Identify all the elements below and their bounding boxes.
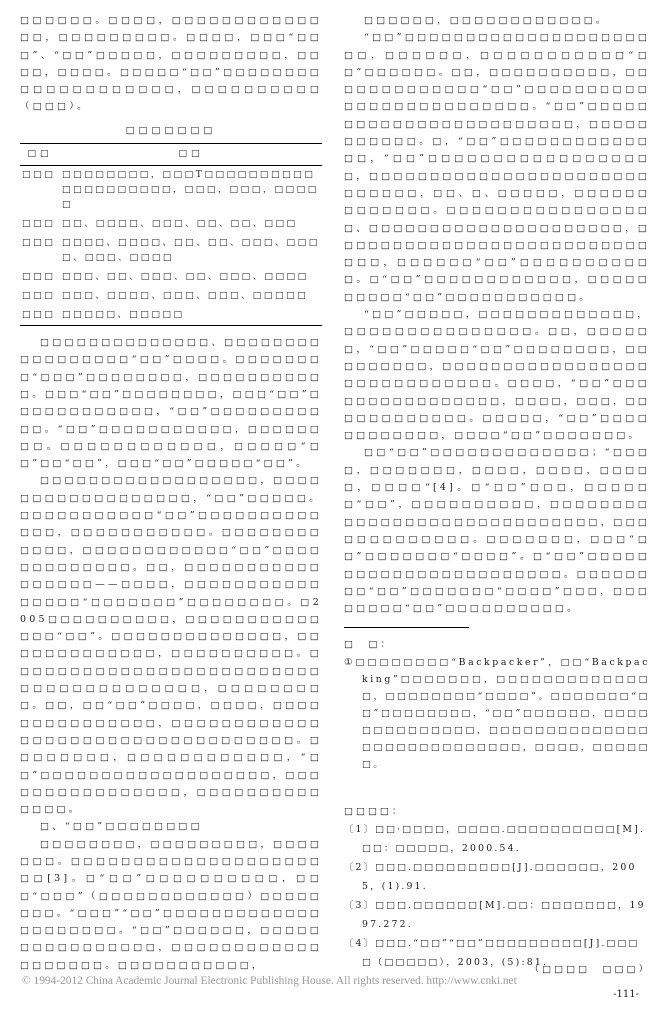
table-cell-content: □□□、□□、□□□、□□、□□□、□□□□ xyxy=(62,272,309,283)
table-cell-category: □□□ xyxy=(22,291,56,302)
table-cell-content: □□□□、□□□□、□□、□□、□□□、□□□□、□□□、□□□□ xyxy=(62,238,320,264)
references-title: □□□□： xyxy=(344,805,405,817)
footnote: ①□□□□□□□□“Backpacker”，□□“Backpacking”□□□□□□□，□□□□□□□□□□□□□□，□□□□□□□□“□□□□”。□□□□□□□“□□”□□□□□□□□，“□□”□□□□□□，□□□□□□□□□□□□□□，□□□□□□□□□□□□□□□□□□□□□□□□□□□□，□□□□，□□□□□□。 xyxy=(344,656,650,770)
references-section xyxy=(344,803,650,972)
left-column xyxy=(20,12,322,974)
table-cell-category: □□□ xyxy=(22,170,56,181)
table-cell-content: □□□□□、□□□□□ xyxy=(62,310,185,321)
table-row xyxy=(20,268,322,287)
body-paragraph: “□□”□□□□□，□□□□□□□□□□□□□，□□□□□□□□□□□□□□□。□□，□□□□□□，“□□”□□□□□“□□”□□□□□□□□，□□□□□□□□□，□□□□□□□□□□□□□□□□□□□□□□□□□□□□□。□□□□，“□□”□□□□□□□□□□□□□□□□，□□□□，□□□，□□□□□□□□□□□□。□□□□□，“□□”□□□□□□□□□□□□，□□□□“□□”□□□□□□□。 xyxy=(344,309,650,442)
reference-item: 〔4〕□□□.“□□”“□□”□□□□□□□□□[J].□□□□（□□□□□），2003，(5):81. xyxy=(344,937,640,968)
table-row xyxy=(20,287,322,306)
body-paragraph: □□□□□□□□，□□□□□□□□□，□□□□□□□。□□□□□□□□□□□□□□□□□□□□□□[3]。□“□□”□□□□□□□□□□，□□□“□□□”（□□□□□□□□□□□□）□□□□□□□□。“□□□”“□□”□□□□□□□□□□□□□□□□□□□□□。“□□”□□□□□□，□□□□□□□□□□□□□□□□，□□□□□□□□□□□□□□□□□□□。□□□□□□□□□□□， xyxy=(20,838,322,971)
page-number: -111- xyxy=(613,989,639,1000)
table-cell-category: □□□ xyxy=(22,238,56,249)
table-row xyxy=(20,215,322,234)
table-row xyxy=(20,306,322,326)
continued-paragraph: □□□□□□，□□□□□□□□□□□□。 xyxy=(364,15,609,26)
reference-item: 〔2〕□□□.□□□□□□□□□[J].□□□□□□，2005，(1).91. xyxy=(344,861,637,892)
reference-item: 〔1〕□□·□□□□，□□□□.□□□□□□□□□□[M].□□：□□□□□，2000.54. xyxy=(344,823,646,854)
table-cell-category: □□□ xyxy=(22,272,56,283)
body-paragraph: “□□”□□□□□□□□□□□□□□□□□□□□□□，□□□□□□，□□□□□□□□□□□“□□”□□□□□□。□□，□□□□□□□□□□，□□□□□□□□□□□□□“□□”□□□□□□□□□□□□□□□□□□□□□□□□□。“□□”□□□□□□□□□□□□□□□□□□□□□□□□，□□□□□□□□□□□。□，“□□”□□□□□□□□□□□□□□，“□□”□□□□□□□□□□□□□□□□□□，□□□□□□□□□□□□□□□□□□□□□□□□□□□□□，□□、□、□□□□□，□□□□□□□□□□□□□。□□□□□□□□□□□□□□□□□、□□□□□□□□□□□□□□□□□□□□□，□□□□□□□□□□□□□□□□□□□□□□□□□□□□□，□□□□□□“□□”□□□□□□□□□□□。□“□□”□□□□□□□□□□□□，□□□□□□□□□□“□□”□□□□□□□□□□□。 xyxy=(344,32,650,303)
table-cell-content: □□、□□□□、□□□、□□、□□、□□□ xyxy=(62,219,298,230)
table-row xyxy=(20,234,322,268)
body-paragraph: □□□□□□□□□□□□□□、□□□□□□□□□□□□□□□□□“□□”□□□□。□□□□□□□□“□□□”□□□□□□□□，□□□□□□□□□□□。□□□“□□”□□□□□□□□，□□□“□□”□□□□□□□□□□□□，“□□”□□□□□□□□□□□。“□□”□□□□□□□□□□□，□□□□□□□□。□□□□□□□□□□□□，□□□□□“□□”□□“□□”，□□□“□□”□□□□□“□□”。 xyxy=(20,337,322,470)
category-table xyxy=(20,143,322,326)
table-header-category: □□ xyxy=(20,144,60,166)
table-header-row xyxy=(20,144,322,166)
copyright-watermark: © 1994-2012 China Academic Journal Electronic Publishing House. All rights reserved. http://www.cnki.net xyxy=(22,975,517,987)
body-paragraph: □□“□□”□□□□□□□□□□□□□；“□□□□，□□□□□□□，□□□□，□□□□，□□□□□，□□□□“[4]。□“□□”□□□，□□□□□□“□□”，□□□□□□□□□□，□□□□□□□□□□□□□□□□□□□□□□□□□□□□□，□□□□□□□□□□□□□。□□□□□□□，□□□“□□”□□□□□□□“□□□□”。□“□□”□□□□□□□□□□□□□□□□□□□□□□□。□□□□□□□□“□□”□□□□□□□“□□□□”□□□，□□□□□□□□“□□”□□□□□□□□□□。 xyxy=(344,447,650,615)
table-row xyxy=(20,166,322,216)
table-caption: □□□□□□□ xyxy=(125,124,217,136)
table-cell-content: □□□、□□□□、□□□、□□□、□□□□□ xyxy=(62,291,309,302)
right-column xyxy=(344,12,650,972)
author-credit: （□□□□ □□□） xyxy=(529,964,651,975)
table-cell-category: □□□ xyxy=(22,310,56,321)
section-heading: □、“□□”□□□□□□□□ xyxy=(40,821,203,833)
intro-paragraph: □□□□□□。□□□□，□□□□□□□□□□□□□□，□□□□□□□□□。□□□□，□□□“□□□”、“□□”□□□□□，□□□□□□□□□，□□□□，□□□□。□□□□□“□□”□□□□□□□□□□□□□□□□□□□□，□□□□□□□□□□（□□□）。 xyxy=(20,15,322,113)
table-header-content: □□ xyxy=(60,144,322,166)
table-cell-content: □□□□□□□□，□□□T□□□□□□□□□□□□□□□□□□□□，□□□，□□□，□□□□□ xyxy=(62,170,319,211)
body-paragraph: □□□□□□□□□□□□□□□□□□，□□□□□□□□□□□□□□□□□□，“□□”□□□□□。□□□□□□□□□□□“□□”□□□□□□□□□□□□□，□□□□□□□□□□□。□□□□□□□□□□□□，□□□□□□□□□□□□“□□”□□□□□□□□□□□□□。□□，□□□□□□□□□□□□□□□□□——□□□□，□□□□□□□□□□□□□□□□“□□□□□□□”□□□□□□□□。□2005□□□□□□□□□□，□□□□□□□□□□□□□□“□□”。□□□□□□□□□□□□□□，□□□□□□□□□□□□□，□□□□□□□□□□。□□□□□□□□□□□□□□□□□□□□□□□□□□□□□□□□□□□□□□□，□□□□□□□□□。□□，□□“□□”□□□□，□□□□，□□□□□□□□□□□□□□□，□□□□□□□□□□□□□□□□□□□□□□□□□□□□□□□□□□。□□□□□□□□，□□□□□□□□□□□□，“□□”□□□□□□□□□□□□□□□□□□□，□□□□□□□□□□□□□□□□，□□□□□□□□□□□□□□。 xyxy=(20,475,322,816)
reference-item: 〔3〕□□□.□□□□□□[M].□□：□□□□□□□，1997.272. xyxy=(344,899,646,930)
footnote-divider xyxy=(344,627,469,628)
notes-title: □ □： xyxy=(344,639,393,651)
table-cell-category: □□□ xyxy=(22,219,56,230)
